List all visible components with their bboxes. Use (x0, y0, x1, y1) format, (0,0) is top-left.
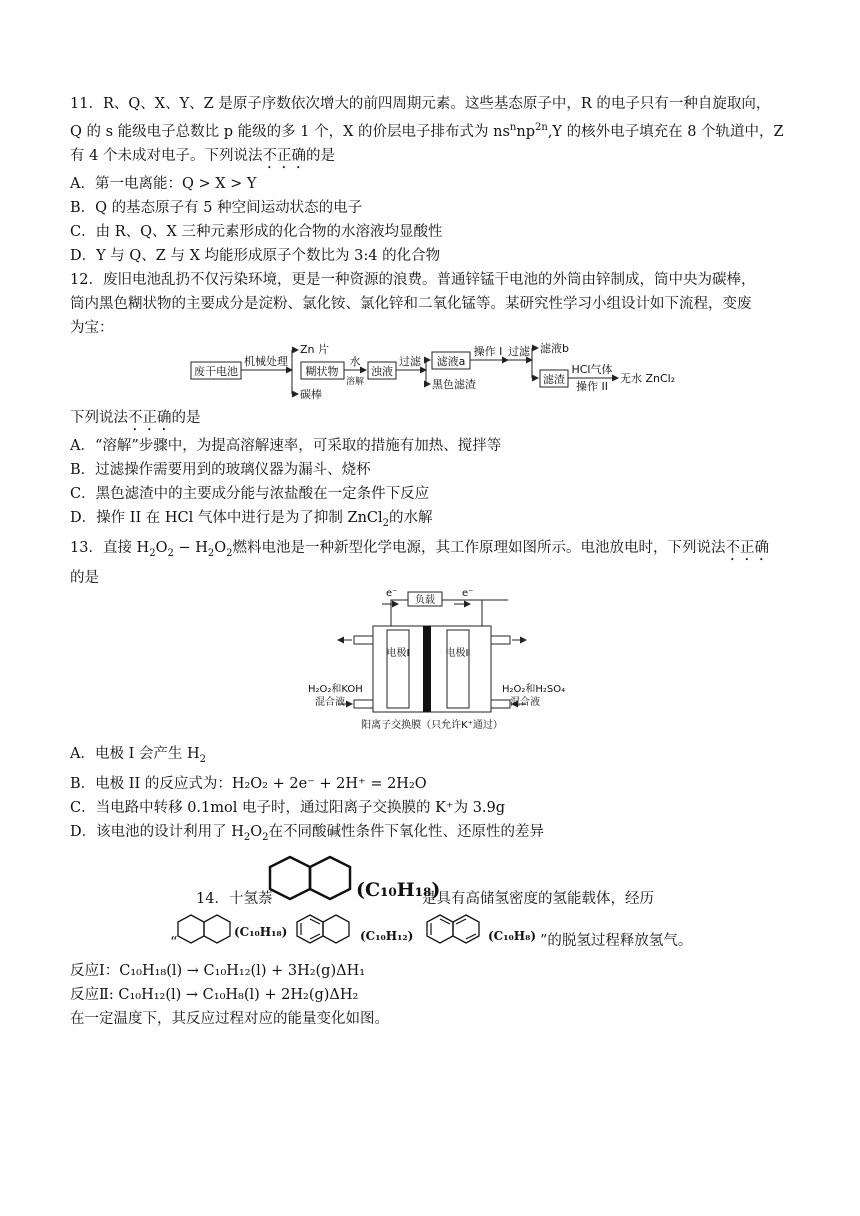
q13-stem-line1: 13．直接 $H_2O_2 - H_2O_2$燃料电池是一种新型化学电源，其工作原理如图所示。电池放电时，下列说法不正确 (70, 539, 770, 559)
q11-stem-line2: Q 的 s 能级电子总数比 p 能级的多 1 个，X 的价层电子排布式为 $ns^nnp^{2n},Y$ 的核外电子填充在 8 个轨道中，Z (70, 122, 784, 140)
residue-label: 黑色滤渣 (432, 377, 476, 391)
filtrate-b-label: 滤液b (540, 341, 569, 355)
q12-option-a: A．“溶解”步骤中，为提高溶解速率，可采取的措施有加热、搅拌等 (70, 437, 502, 454)
question-13 (70, 536, 790, 850)
q11-stem-line3: 有 4 个未成对电子。下列说法不正确的是 (70, 147, 335, 164)
electrode-2 (447, 630, 469, 708)
decalin-structure (268, 849, 358, 909)
filter1-label: 过滤 (399, 354, 421, 368)
q14-tail: ”的脱氢过程释放氢气。 (540, 933, 693, 950)
reaction-1: 反应Ⅰ：C₁₀H₁₈(l) → C₁₀H₁₂(l) + 3H₂(g)ΔH₁ (70, 963, 366, 980)
open-quote: “ (170, 935, 178, 952)
formula-c10h12: (C₁₀H₁₂) (360, 929, 414, 944)
q14-intro-row (70, 849, 790, 911)
q12-option-d: D．操作 II 在 HCl 气体中进行是为了抑制 ZnCl$_2$的水解 (70, 509, 433, 529)
question-14 (70, 849, 790, 1031)
q13-option-a: A．电极 I 会产生 $H_2$ (70, 745, 207, 765)
q12-ask: 下列说法不正确的是 (70, 409, 201, 426)
q13-option-c: C．当电路中转移 0.1mol 电子时，通过阳离子交换膜的 K⁺为 3.9g (70, 799, 506, 816)
filter2-label: 过滤 (508, 344, 530, 358)
hcl-label: HCl气体 (571, 362, 613, 376)
electrode1-label: 电极Ⅰ (386, 647, 410, 659)
q14-sequence-row (70, 911, 790, 959)
step1-label: 机械处理 (244, 354, 288, 368)
question-12 (70, 268, 790, 536)
flow-chart-svg (70, 340, 790, 406)
carbon-label: 碳棒 (300, 387, 322, 401)
electrode-1 (387, 630, 409, 708)
left-input-line1: H₂O₂和KOH (308, 683, 363, 695)
box1-label: 废干电池 (194, 364, 238, 378)
electrode2-label: 电极Ⅱ (445, 647, 471, 659)
e-right-label: e⁻ (462, 589, 474, 599)
q14-desc: 是具有高储氢密度的氢能载体，经历 (422, 891, 654, 908)
right-input-line2: 混合液 (510, 696, 540, 708)
document-page (70, 92, 790, 1031)
formula-c10h8: (C₁₀H₈) (488, 929, 537, 944)
formula-c10h18: (C₁₀H₁₈) (234, 925, 288, 940)
q13-stem-line2: 的是 (70, 569, 99, 586)
q12-stem-line3: 为宝： (70, 319, 114, 336)
box4-label: 滤液a (436, 354, 466, 368)
tetralin-structure (296, 911, 352, 951)
box5-label: 滤渣 (543, 372, 565, 386)
fuel-cell-svg (70, 590, 790, 742)
q14-last-line: 在一定温度下，其反应过程对应的能量变化如图。 (70, 1011, 389, 1028)
q14-intro: 14．十氢萘 (196, 891, 273, 908)
naphthalene-structure (426, 911, 484, 951)
left-input-line2: 混合液 (315, 696, 345, 708)
q14-formula-main: (C₁₀H₁₈) (356, 879, 441, 902)
q12-stem-line2: 筒内黑色糊状物的主要成分是淀粉、氯化铵、氯化锌和二氧化锰等。某研究性学习小组设计如下流程，变废 (70, 295, 752, 312)
q13-option-d: D．该电池的设计利用了 $H_2O_2$在不同酸碱性条件下氧化性、还原性的差异 (70, 823, 545, 843)
q11-option-a: A．第一电离能：Q > X > Y (70, 175, 257, 192)
dissolve-label: 溶解 (345, 376, 365, 387)
q11-stem-line1: 11．R、Q、X、Y、Z 是原子序数依次增大的前四周期元素。这些基态原子中，R 的电子只有一种自旋取向， (70, 96, 771, 112)
box2-label: 糊状物 (305, 364, 339, 378)
box3-label: 浊液 (371, 364, 393, 378)
op1-label: 操作 I (473, 344, 503, 358)
water-label: 水 (349, 354, 361, 368)
membrane (423, 626, 431, 712)
op2-label: 操作 II (576, 379, 608, 393)
q11-option-c: C．由 R、Q、X 三种元素形成的化合物的水溶液均显酸性 (70, 223, 443, 240)
q12-option-c: C．黑色滤渣中的主要成分能与浓盐酸在一定条件下反应 (70, 485, 430, 502)
e-left-label: e⁻ (386, 589, 398, 599)
load-label: 负载 (415, 594, 435, 606)
q11-option-b: B．Q 的基态原子有 5 种空间运动状态的电子 (70, 199, 363, 216)
q12-option-b: B．过滤操作需要用到的玻璃仪器为漏斗、烧杯 (70, 461, 371, 478)
q12-stem-line1: 12．废旧电池乱扔不仅污染环境，更是一种资源的浪费。普通锌锰干电池的外筒由锌制成，筒中央为碳棒， (70, 271, 756, 288)
membrane-caption: 阳离子交换膜（只允许K⁺通过） (361, 719, 503, 731)
right-input-line1: H₂O₂和H₂SO₄ (502, 683, 566, 695)
fuel-cell-figure (70, 590, 790, 742)
q13-option-b: B．电极 II 的反应式为：H₂O₂ + 2e⁻ + 2H⁺ = 2H₂O (70, 775, 427, 792)
question-11 (70, 92, 790, 268)
reaction-2: 反应Ⅱ: C₁₀H₁₂(l) → C₁₀H₈(l) + 2H₂(g)ΔH₂ (70, 987, 359, 1004)
decalin-small (176, 911, 236, 951)
flow-chart (70, 340, 790, 406)
product-label: 无水 ZnCl₂ (620, 371, 676, 385)
q11-option-d: D．Y 与 Q、Z 与 X 均能形成原子个数比为 3:4 的化合物 (70, 247, 441, 264)
zn-label: Zn 片 (300, 342, 330, 356)
